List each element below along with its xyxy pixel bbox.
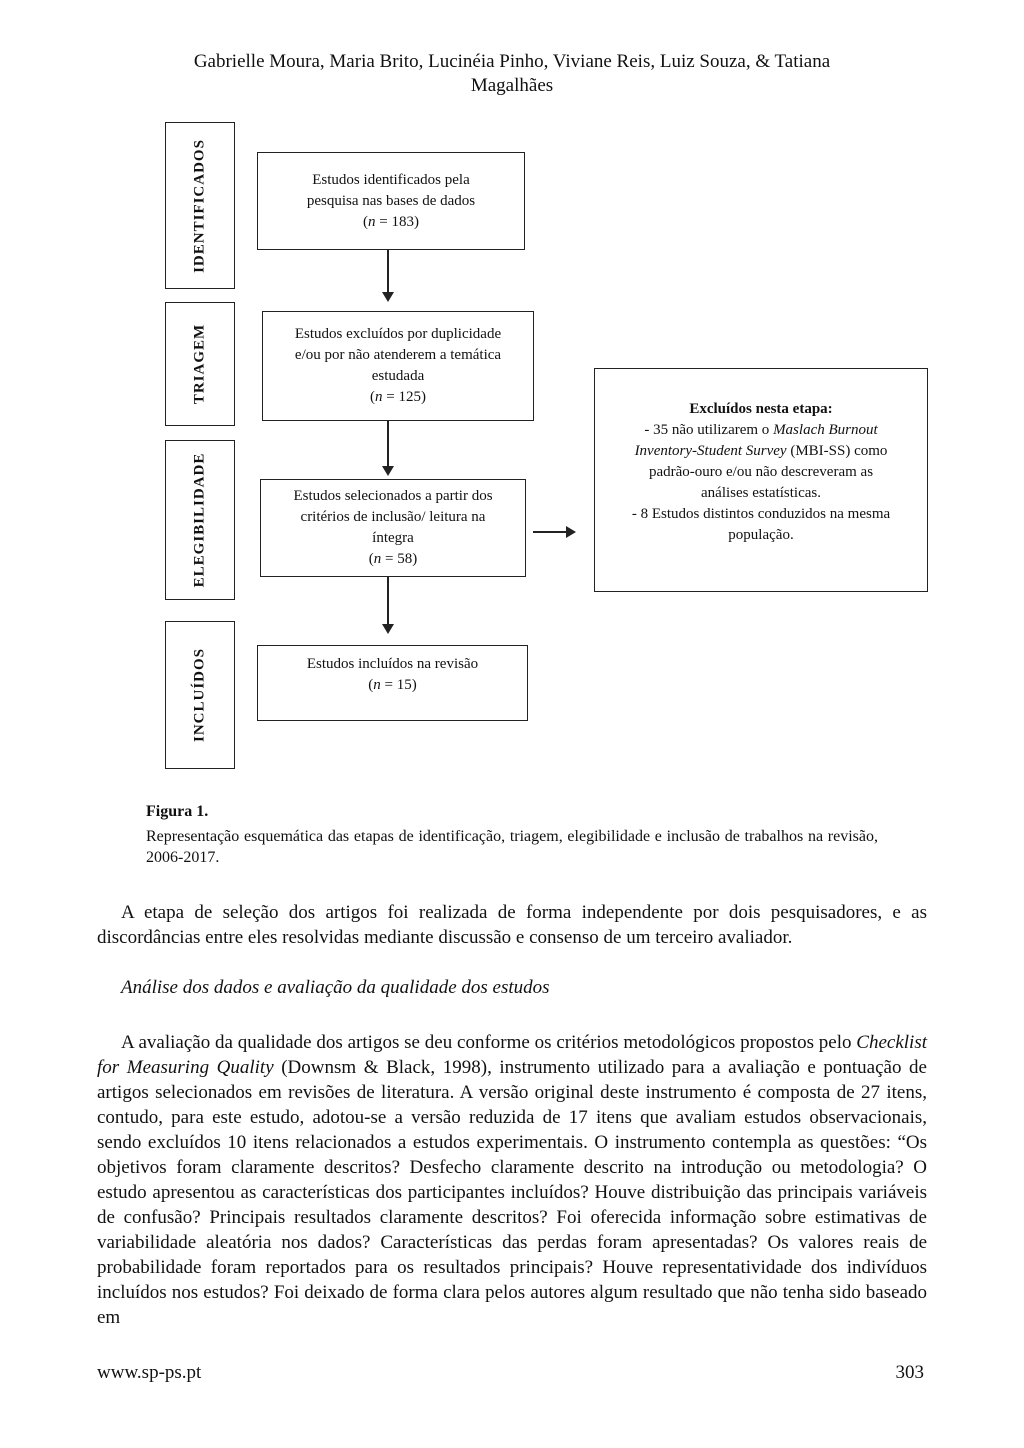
box-text: Estudos identificados pela [312,171,470,188]
stage-label: TRIAGEM [191,323,208,405]
box-text: Estudos selecionados a partir dos [293,488,493,504]
box-text: íntegra [372,530,414,546]
arrow-line [387,577,389,625]
box-text: Estudos incluídos na revisão [306,656,479,672]
arrow-down-icon [382,292,394,302]
stage-elegibilidade [165,440,235,600]
page-number: 303 [895,1362,924,1383]
arrow-line [533,531,567,533]
paragraph-quality: A avaliação da qualidade dos artigos se deu conforme os critérios metodológicos propostos pelo Checklist for Measuring Quality (Downsm & Black, 1998), instrumento utilizado para a avaliação e pontuação de artigos selecionados em revisões de literatura. A versão original deste instrumento é composta de 27 itens, contudo, para este estudo, adotou-se a versão reduzida de 17 itens que avaliam estudos observacionais, sendo excluídos 10 itens relacionados a estudos experimentais. O instrumento contempla as questões: “Os objetivos foram claramente descritos? Desfecho claramente descrito na introdução ou metodologia? O estudo apresentou as características dos participantes incluídos? Houve distribuição das principais variáveis de confusão? Principais resultados claramente descritos? Foi oferecida informação sobre estimativas de variabilidade aleatória nos dados? Características das perdas foram apresentadas? Os valores reais de probabilidade foram reportados para os resultados principais? Houve representatividade dos indivíduos incluídos nos estudos? Foi deixado de forma clara pelos autores algum resultado que não tenha sido baseado em [97,1032,927,1328]
excluded-item-1-cont: padrão-ouro e/ou não descreveram as [648,464,874,480]
box-text: e/ou por não atenderem a temática [294,347,502,363]
box-count: (n = 58) [368,551,418,567]
paragraph-selection: A etapa de seleção dos artigos foi realizada de forma independente por dois pesquisadores, e as discordâncias entre eles resolvidas mediante discussão e consenso de um terceiro avaliador. [97,902,927,948]
excluded-item-1: - 35 não utilizarem o Maslach Burnout [644,422,878,438]
arrow-down-icon [382,466,394,476]
stage-triagem [165,302,235,426]
excluded-item-2: - 8 Estudos distintos conduzidos na mesma [631,506,891,522]
excluded-item-1-cont: Inventory-Student Survey (MBI-SS) como [634,443,888,459]
footer-website-link[interactable]: www.sp-ps.pt [97,1362,202,1383]
box-identified [257,152,525,250]
box-count: (n = 15) [368,677,417,693]
excluded-item-2-cont: população. [728,527,794,543]
box-selected [260,479,526,577]
box-count: (n = 183) [363,213,419,230]
box-count: (n = 125) [370,389,426,405]
section-heading: Análise dos dados e avaliação da qualidade dos estudos [121,977,550,998]
box-included [257,645,528,721]
stage-label: IDENTIFICADOS [191,138,208,273]
box-text: estudada [371,368,425,384]
figure-caption: Representação esquemática das etapas de identificação, triagem, elegibilidade e inclusão de trabalhos na revisão, 2006-2017. [146,828,878,866]
authors-line-1: Gabrielle Moura, Maria Brito, Lucinéia Pinho, Viviane Reis, Luiz Souza, & Tatiana [193,51,831,72]
arrow-line [387,250,389,292]
stage-label: ELEGIBILIDADE [191,452,208,588]
arrow-line [387,421,389,468]
arrow-down-icon [382,624,394,634]
excluded-item-1-cont: análises estatísticas. [701,485,821,501]
authors-line-2: Magalhães [470,75,554,96]
box-excluded-duplicates [262,311,534,421]
running-header [0,50,1024,98]
stage-identificados [165,122,235,289]
arrow-right-icon [566,526,576,538]
box-excluded-stage [594,368,928,592]
stage-incluidos [165,621,235,769]
excluded-title: Excluídos nesta etapa: [689,401,833,417]
box-text: Estudos excluídos por duplicidade [294,326,502,342]
box-text: critérios de inclusão/ leitura na [300,509,486,525]
figure-number: Figura 1. [146,803,209,820]
stage-label: INCLUÍDOS [191,647,208,743]
box-text: pesquisa nas bases de dados [306,192,476,209]
